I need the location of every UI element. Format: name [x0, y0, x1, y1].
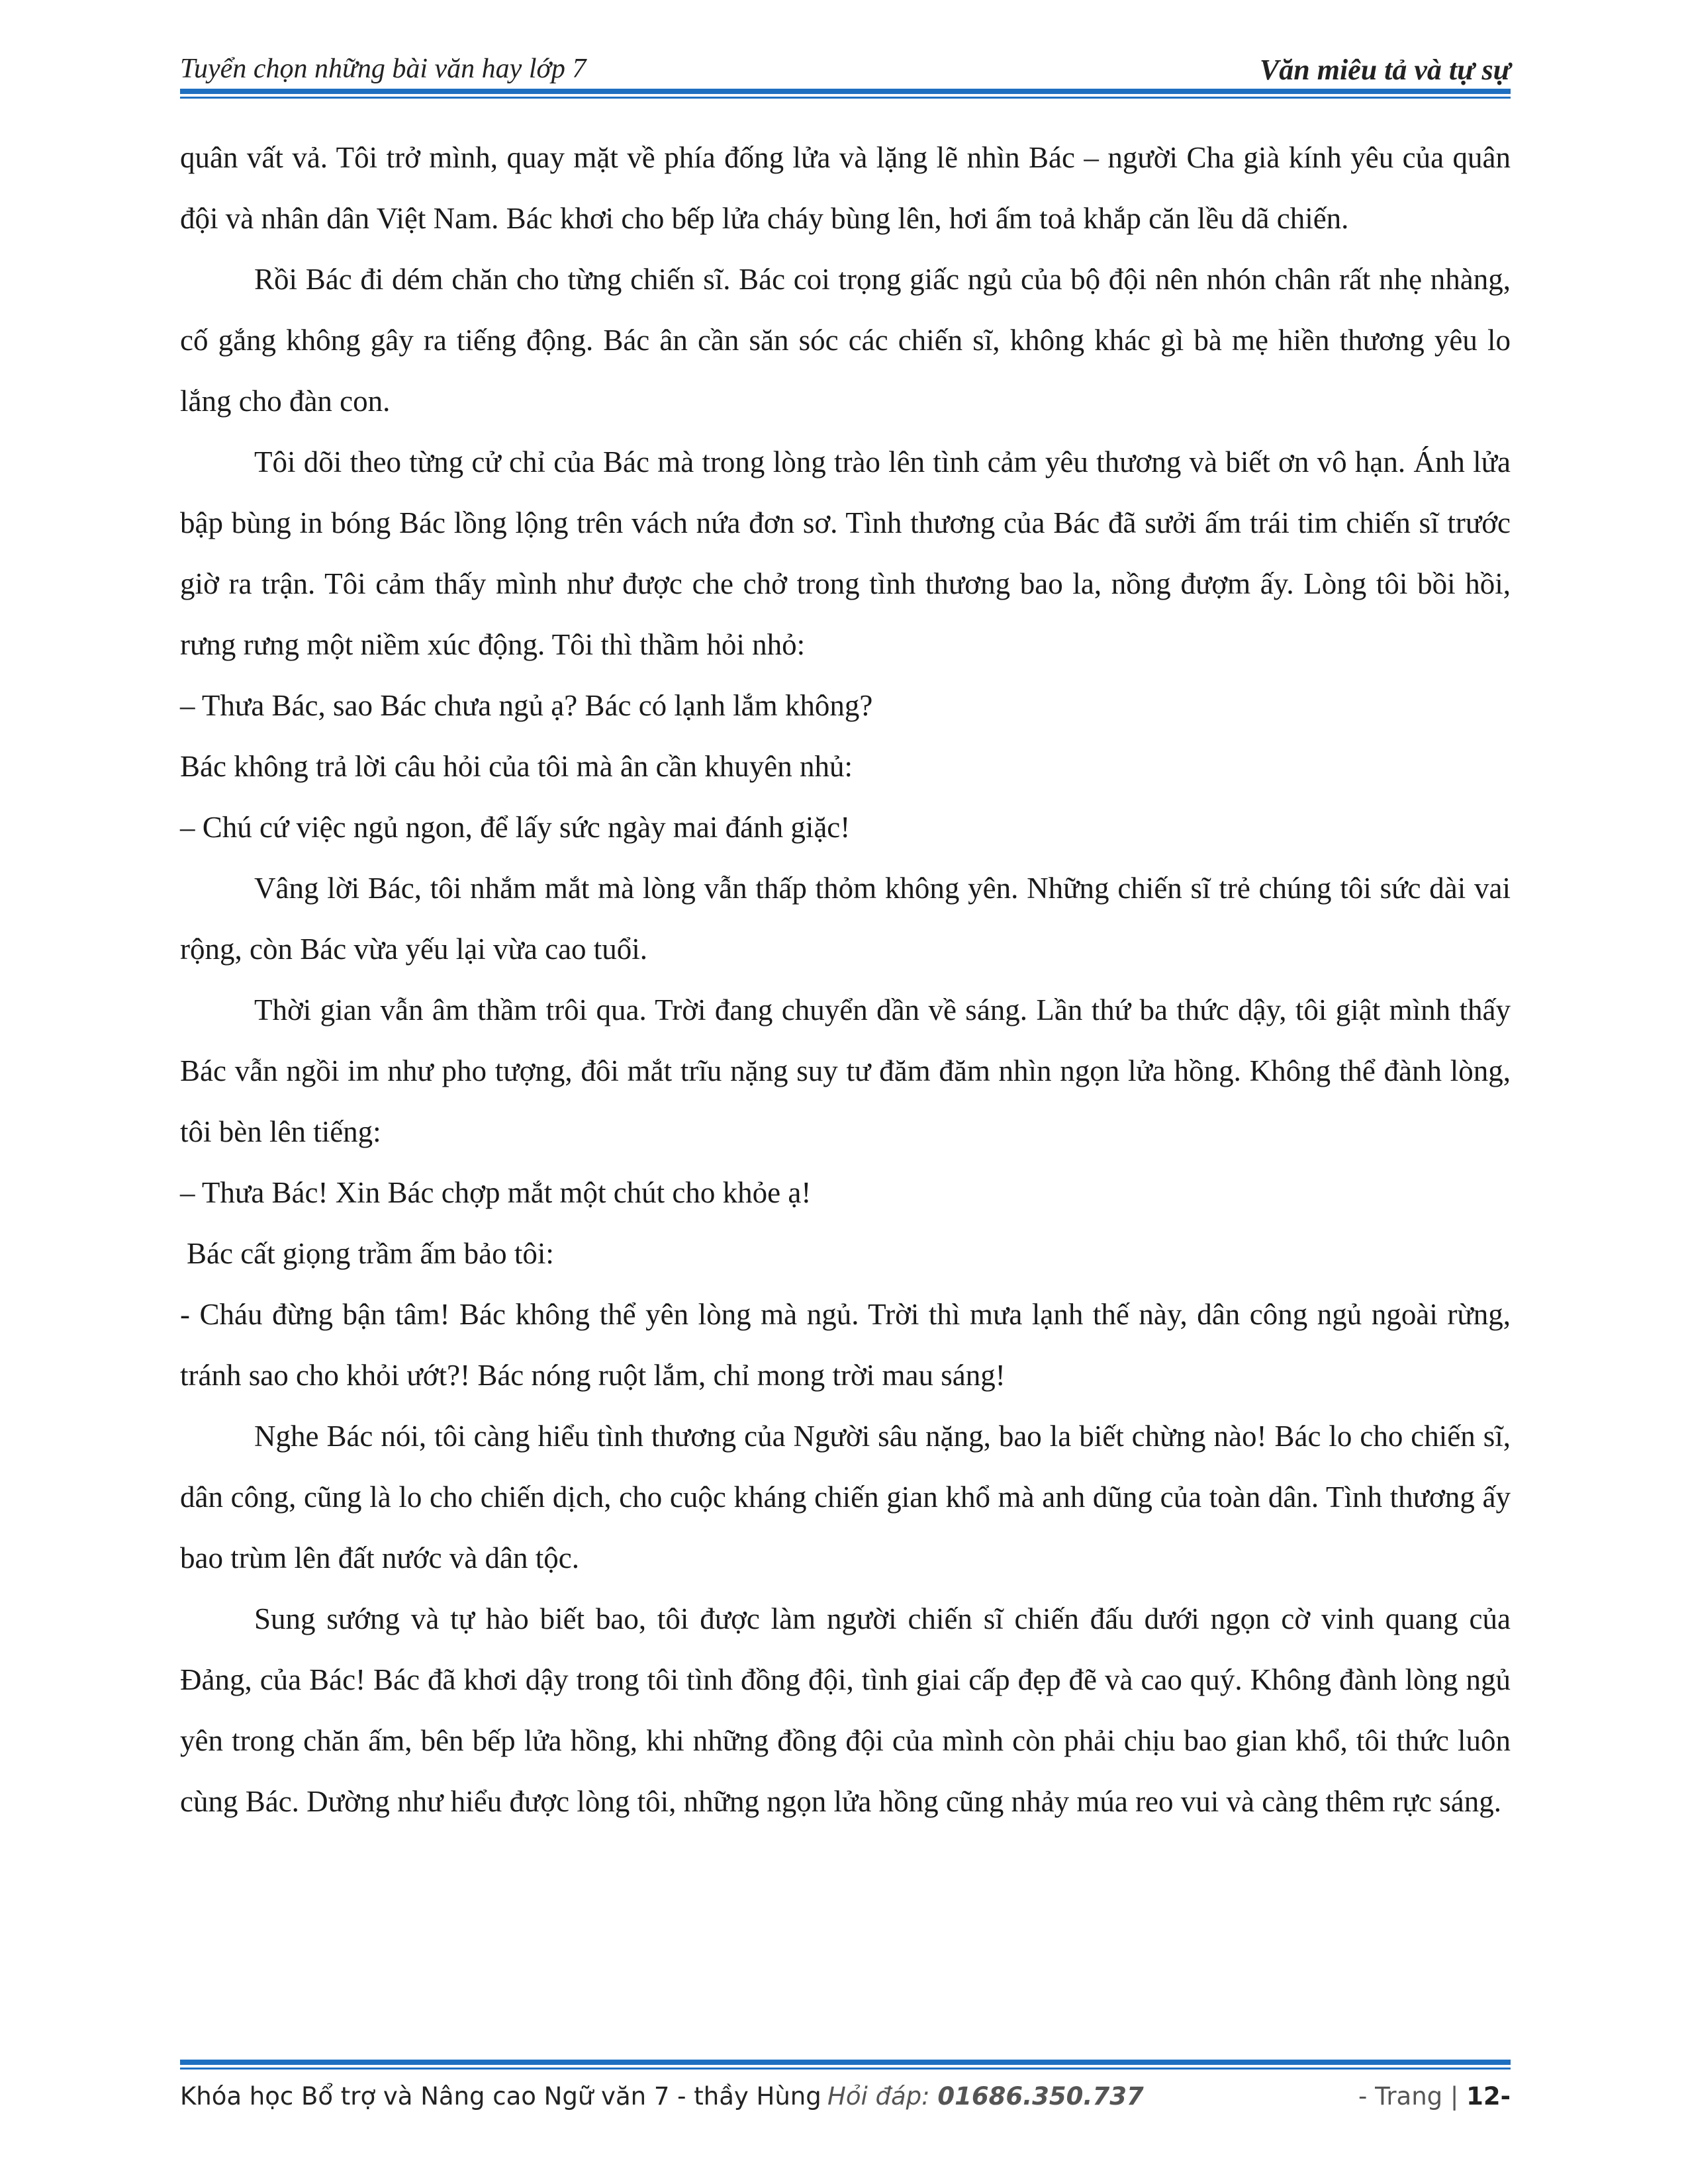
paragraph: Thời gian vẫn âm thầm trôi qua. Trời đang chuyển dần về sáng. Lần thứ ba thức dậy, tôi giật mình thấy Bác vẫn ngồi im như pho tượng, đôi mắt trĩu nặng suy tư đăm đăm nhìn ngọn lửa hồng. Không thể đành lòng, tôi bèn lên tiếng: [180, 993, 1511, 1148]
header-section-title: Văn miêu tả và tự sự [1259, 54, 1511, 86]
dialogue-line: – Thưa Bác! Xin Bác chợp mắt một chút cho khỏe ạ! [180, 1176, 812, 1209]
header-rule [180, 89, 1511, 94]
dialogue-line: – Thưa Bác, sao Bác chưa ngủ ạ? Bác có lạnh lắm không? [180, 689, 873, 722]
dialogue-line: - Cháu đừng bận tâm! Bác không thể yên lòng mà ngủ. Trời thì mưa lạnh thế này, dân công ngủ ngoài rừng, tránh sao cho khỏi ướt?! Bác nóng ruột lắm, chỉ mong trời mau sáng! [180, 1298, 1511, 1392]
hotline-number: 01686.350.737 [937, 2082, 1144, 2111]
paragraph: Tôi dõi theo từng cử chỉ của Bác mà trong lòng trào lên tình cảm yêu thương và biết ơn vô hạn. Ánh lửa bập bùng in bóng Bác lồng lộng trên vách nứa đơn sơ. Tình thương của Bác đã sưởi ấm trái tim chiến sĩ trước giờ ra trận. Tôi cảm thấy mình như được che chở trong tình thương bao la, nồng đượm ấy. Lòng tôi bồi hồi, rưng rưng một niềm xúc động. Tôi thì thầm hỏi nhỏ: [180, 445, 1511, 661]
hotline-label: Hỏi đáp: [827, 2082, 930, 2111]
footer-hotline [827, 2082, 1144, 2111]
footer-rule-thin [180, 2068, 1511, 2070]
paragraph: Sung sướng và tự hào biết bao, tôi được làm người chiến sĩ chiến đấu dưới ngọn cờ vinh quang của Đảng, của Bác! Bác đã khơi dậy trong tôi tình đồng đội, tình giai cấp đẹp đẽ và cao quý. Không đành lòng ngủ yên trong chăn ấm, bên bếp lửa hồng, khi những đồng đội của mình còn phải chịu bao gian khổ, tôi thức luôn cùng Bác. Dường như hiểu được lòng tôi, những ngọn lửa hồng cũng nhảy múa reo vui và càng thêm rực sáng. [180, 1602, 1511, 1818]
header-book-title: Tuyển chọn những bài văn hay lớp 7 [180, 54, 586, 84]
footer-page-indicator [1358, 2082, 1511, 2111]
page-label: - Trang | [1358, 2082, 1459, 2111]
page-header [180, 46, 1511, 86]
paragraph: Bác không trả lời câu hỏi của tôi mà ân cần khuyên nhủ: [180, 750, 853, 783]
paragraph: Nghe Bác nói, tôi càng hiểu tình thương của Người sâu nặng, bao la biết chừng nào! Bác lo cho chiến sĩ, dân công, cũng là lo cho chiến dịch, cho cuộc kháng chiến gian khổ mà anh dũng của toàn dân. Tình thương ấy bao trùm lên đất nước và dân tộc. [180, 1420, 1511, 1574]
paragraph: Vâng lời Bác, tôi nhắm mắt mà lòng vẫn thấp thỏm không yên. Những chiến sĩ trẻ chúng tôi sức dài vai rộng, còn Bác vừa yếu lại vừa cao tuổi. [180, 872, 1511, 966]
paragraph: Rồi Bác đi dém chăn cho từng chiến sĩ. Bác coi trọng giấc ngủ của bộ đội nên nhón chân rất nhẹ nhàng, cố gắng không gây ra tiếng động. Bác ân cần săn sóc các chiến sĩ, không khác gì bà mẹ hiền thương yêu lo lắng cho đàn con. [180, 263, 1511, 418]
footer-course-title: Khóa học Bổ trợ và Nâng cao Ngữ văn 7 - thầy Hùng [180, 2082, 821, 2111]
paragraph: Bác cất giọng trầm ấm bảo tôi: [187, 1237, 554, 1270]
header-rule-thin [180, 97, 1511, 99]
footer-rule [180, 2060, 1511, 2065]
page-number: 12- [1466, 2082, 1511, 2111]
document-body [180, 127, 1511, 1832]
paragraph: quân vất vả. Tôi trở mình, quay mặt về phía đống lửa và lặng lẽ nhìn Bác – người Cha già kính yêu của quân đội và nhân dân Việt Nam. Bác khơi cho bếp lửa cháy bùng lên, hơi ấm toả khắp căn lều dã chiến. [180, 141, 1511, 235]
dialogue-line: – Chú cứ việc ngủ ngon, để lấy sức ngày mai đánh giặc! [180, 811, 851, 844]
page-footer [180, 2077, 1511, 2116]
